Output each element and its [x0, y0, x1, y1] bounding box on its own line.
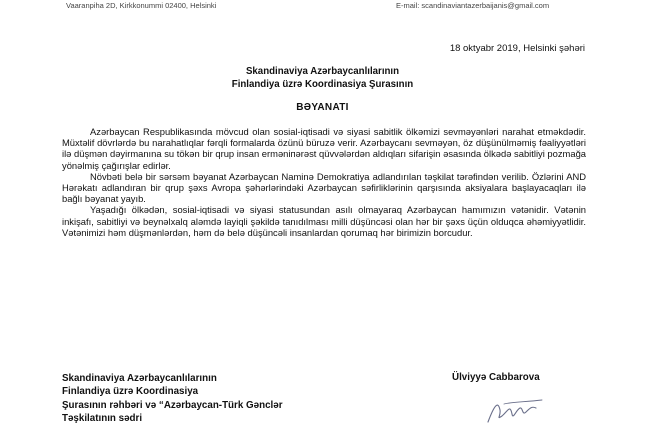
signatory-title-line1: Skandinaviya Azərbaycanlılarının: [62, 373, 217, 384]
signatory-title-line3: Şurasının rəhbəri və “Azərbaycan-Türk Gənclər: [62, 399, 283, 411]
paragraph-2: Növbəti belə bir sərsəm bəyanat Azərbaycan Naminə Demokratiya adlandırılan təşkilat tərəfindən verilib. Özlərini AND Hərəkatı adlandıran bir qrup şəxs Avropa şəhərlərindəki Azərbaycan səfirliklərinin qarşısında aksiyalara başlayacaqları ilə bağlı bəyanat yayıb.: [62, 170, 586, 205]
signatory-name: Ülviyyə Cabbarova: [452, 372, 540, 383]
signatory-title-line4: Təşkilatının sədri: [62, 413, 143, 425]
paragraph-3: Yaşadığı ölkədən, sosial-iqtisadi və siyasi statusundan asılı olmayaraq Azərbaycan hamımızın vətənidir. Vətənin inkişafı, sabitliyi və beynəlxalq aləmdə layiqli şəkildə tanıdılması milli düşüncəsi olan hər bir şəxs üçün olduqca əhəmiyyətlidir. Vətənimizi həm düşmənlərdən, həm də belə düşüncəli insanlardan qorumaq hər birimizin borcudur.: [62, 204, 586, 238]
council-heading: [0, 65, 645, 91]
statement-body: [62, 126, 586, 238]
handwritten-signature-icon: [482, 396, 552, 428]
letterhead: [0, 0, 645, 13]
council-heading-line1: Skandinaviya Azərbaycanlılarının: [245, 66, 400, 77]
document-date: 18 oktyabr 2019, Helsinki şəhəri: [449, 43, 585, 54]
letterhead-email: E-mail: scandinaviantazerbaijanis@gmail.com: [396, 1, 550, 10]
signatory-title-block: [62, 372, 283, 426]
document-title: BƏYANATI: [296, 102, 349, 113]
council-heading-line2: Finlandiya üzrə Koordinasiya Şurasının: [231, 79, 414, 90]
signatory-title-line2: Finlandiya üzrə Koordinasiya: [62, 386, 199, 398]
letterhead-address: Vaaranpiha 2D, Kirkkonummi 02400, Helsinki: [66, 1, 217, 10]
paragraph-1: Azərbaycan Respublikasında mövcud olan sosial-iqtisadi və siyasi sabitlik ölkəmizi sevməyənləri narahat etməkdədir. Müxtəlif dövrlərdə bu narahatlıqlar fərqli formalarda özünü büruzə verir. Azərbaycanı sevməyən, öz düşünülməmiş fəaliyyətləri ilə düşmən dəyirmanına su tökən bir qrup insan erməniпərəst qüvvələrdən aldıqları sifarişin əsasında ölkədə sabitliyi pozmağa yönəlmiş çağırışlar edirlər.: [62, 126, 586, 171]
